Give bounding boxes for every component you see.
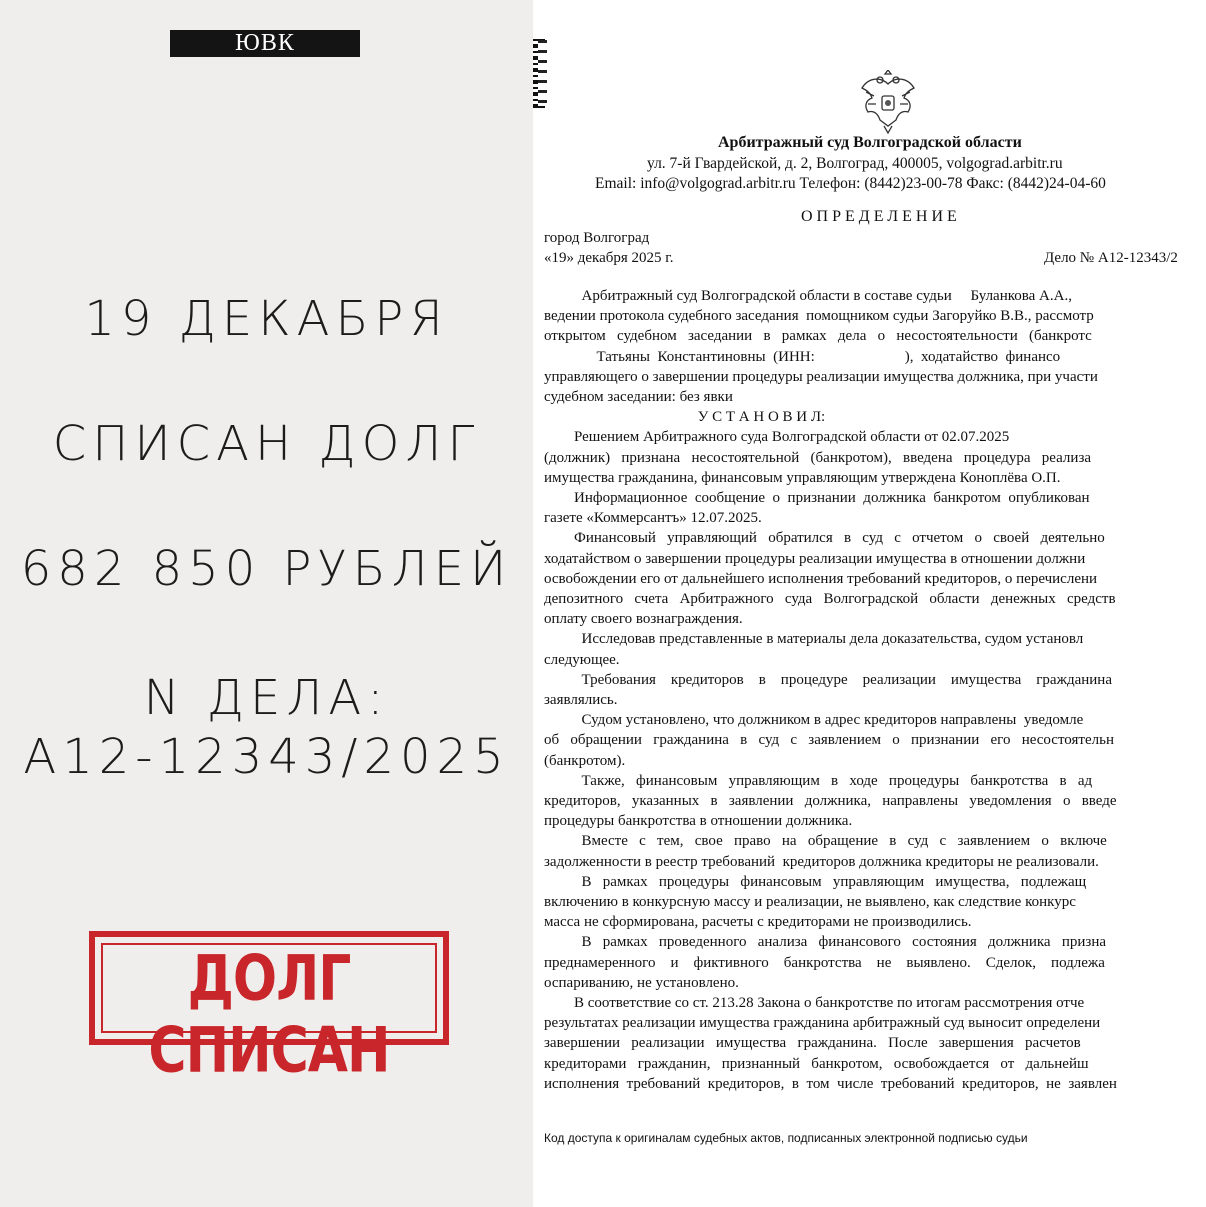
document-line: В рамках процедуры финансовым управляющим имущества, подлежащ <box>544 873 1087 890</box>
document-line: Финансовый управляющий обратился в суд с отчетом о своей деятельно <box>544 530 1105 547</box>
stamp-text: ДОЛГ СПИСАН <box>148 943 390 1087</box>
document-line: Также, финансовым управляющим в ходе процедуры банкротства в ад <box>544 772 1093 789</box>
document-case-number: Дело № А12-12343/2 <box>1044 250 1178 266</box>
document-line: газете «Коммерсантъ» 12.07.2025. <box>544 510 762 527</box>
document-line: В рамках проведенного анализа финансового состояния должника призна <box>544 934 1107 951</box>
document-line: процедуры банкротства в отношении должника. <box>544 813 853 830</box>
document-line: В соответствие со ст. 213.28 Закона о банкротстве по итогам рассмотрения отче <box>544 995 1085 1011</box>
document-line: управляющего о завершении процедуры реализации имущества должника, при участи <box>544 368 1098 385</box>
document-line: Решением Арбитражного суда Волгоградской области от 02.07.2025 <box>544 429 1010 446</box>
document-line: об обращении гражданина в суд с заявлением о признании его несостоятельн <box>544 732 1114 749</box>
document-line: включению в конкурсную массу и реализации, не выявлено, как следствие конкурс <box>544 894 1076 910</box>
document-line: задолженности в реестр требований кредиторов должника кредиторы не реализовали. <box>544 853 1099 870</box>
court-address: ул. 7-й Гвардейской, д. 2, Волгоград, 400005, volgograd.arbitr.ru <box>647 155 1063 172</box>
qr-code-pattern <box>538 40 547 106</box>
document-line: Информационное сообщение о признании должника банкротом опубликован <box>544 490 1090 506</box>
debt-written-off-stamp <box>89 931 449 1087</box>
court-contacts: Email: info@volgograd.arbitr.ru Телефон: (8442)23-00-78 Факс: (8442)24-04-60 <box>595 175 1106 192</box>
document-line: результатах реализации имущества гражданина арбитражный суд выносит определени <box>544 1015 1101 1032</box>
document-line: преднамеренного и фиктивного банкротства не выявлено. Сделок, подлежа <box>544 954 1105 971</box>
headline-amount: 682 850 РУБЛЕЙ <box>20 541 513 597</box>
document-line: Исследовав представленные в материалы дела доказательства, судом установл <box>544 631 1084 648</box>
document-line: имущества гражданина, финансовым управляющим утверждена Коноплёва О.П. <box>544 469 1061 486</box>
access-code-note: Код доступа к оригиналам судебных актов, подписанных электронной подписью судьи <box>544 1131 1028 1145</box>
headline-date: 19 ДЕКАБРЯ <box>84 291 449 347</box>
document-line: завершении реализации имущества гражданина. После завершения расчетов <box>544 1035 1081 1052</box>
document-line: кредиторами гражданин, признанный банкротом, освобождается от дальнейш <box>544 1055 1089 1072</box>
document-line: (банкротом). <box>544 752 626 769</box>
brand-logo: ЮВК <box>170 30 360 57</box>
document-title: ОПРЕДЕЛЕНИЕ <box>801 208 961 225</box>
document-line: исполнения требований кредиторов, в том числе требований кредиторов, не заявлен <box>544 1075 1117 1092</box>
document-line: открытом судебном заседании в рамках дела о несостоятельности (банкротс <box>544 328 1092 345</box>
headline-case-number: А12-12343/2025 <box>23 729 510 785</box>
document-line: ведении протокола судебного заседания помощником судьи Загоруйко В.В., рассмотр <box>544 308 1094 325</box>
document-city: город Волгоград <box>544 230 650 246</box>
document-line: У С Т А Н О В И Л: <box>544 409 826 426</box>
document-line: освобождении его от дальнейшего исполнения требований кредиторов, о перечислени <box>544 570 1098 587</box>
document-line: следующее. <box>544 651 620 668</box>
document-line: заявлялись. <box>544 692 618 708</box>
document-line: оплату своего вознаграждения. <box>544 611 743 628</box>
document-line: Вместе с тем, свое право на обращение в суд с заявлением о включе <box>544 833 1107 850</box>
headline-case-label: N ДЕЛА: <box>143 670 390 726</box>
document-line: депозитного счета Арбитражного суда Волгоградской области денежных средств <box>544 591 1116 607</box>
headline-status: СПИСАН ДОЛГ <box>52 416 481 472</box>
document-line: Судом установлено, что должником в адрес кредиторов направлены уведомле <box>544 712 1084 729</box>
document-line: судебном заседании: без явки <box>544 389 733 405</box>
court-document <box>533 0 1206 1207</box>
court-name: Арбитражный суд Волгоградской области <box>718 134 1022 151</box>
document-line: ходатайством о завершении процедуры реализации имущества в отношении должни <box>544 550 1086 567</box>
document-line: масса не сформирована, расчеты с кредиторами не производились. <box>544 914 972 931</box>
document-line: Арбитражный суд Волгоградской области в составе судьи Буланкова А.А., <box>544 288 1072 304</box>
document-line: кредиторов, указанных в заявлении должника, направлены уведомления о введе <box>544 793 1117 809</box>
document-line: Татьяны Константиновны (ИНН: ), ходатайство финансо <box>544 348 1061 365</box>
document-line: Требования кредиторов в процедуре реализации имущества гражданина <box>544 671 1112 688</box>
document-line: оспариванию, не установлено. <box>544 974 739 991</box>
document-line: (должник) признана несостоятельной (банкротом), введена процедура реализа <box>544 449 1092 466</box>
coat-of-arms-icon <box>858 70 918 134</box>
left-panel <box>0 0 533 1207</box>
document-date: «19» декабря 2025 г. <box>544 250 674 266</box>
